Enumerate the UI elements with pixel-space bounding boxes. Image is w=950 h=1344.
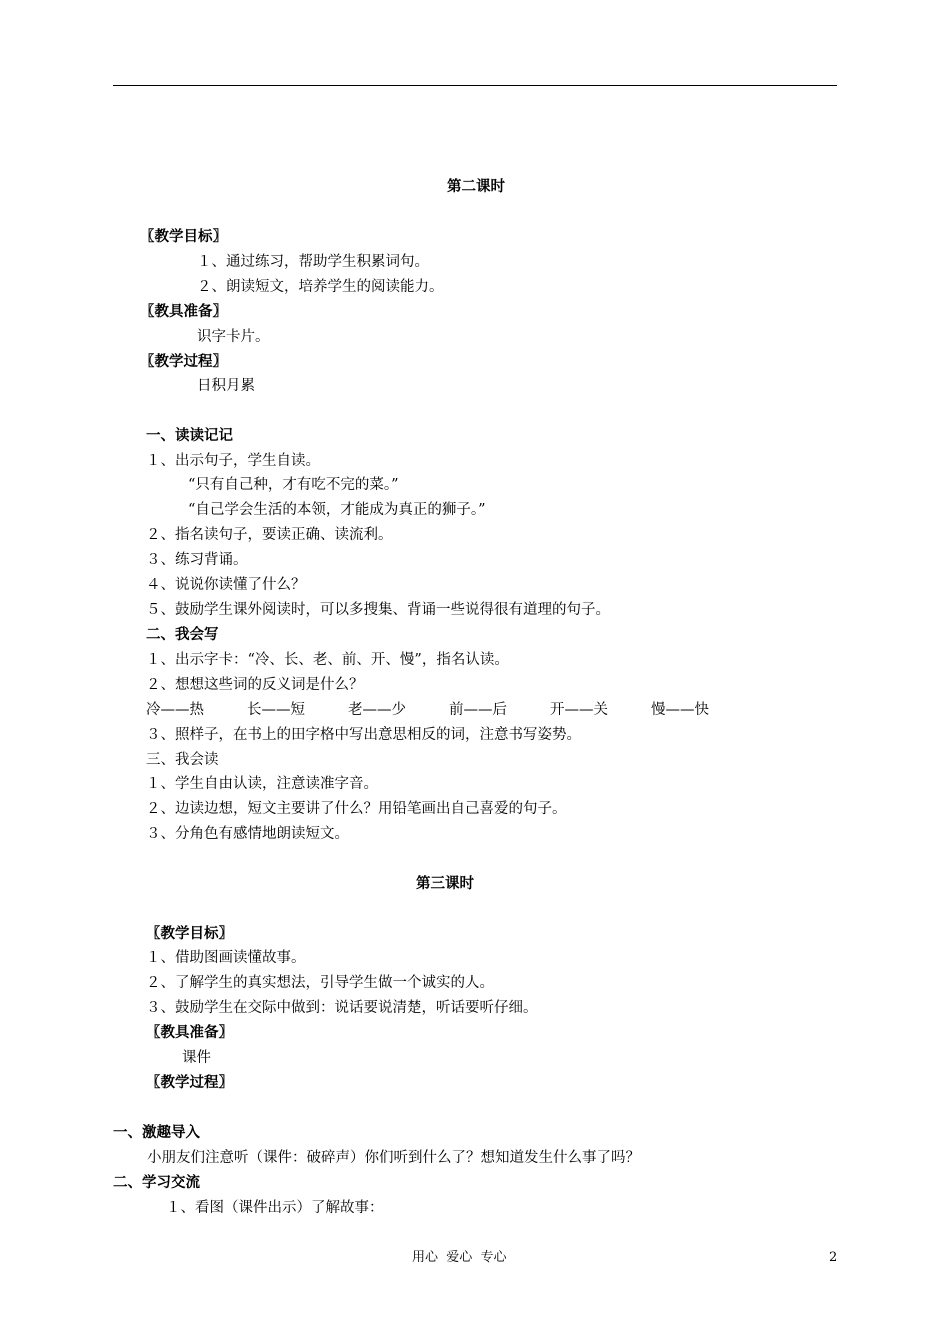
lesson2-prep-heading: 〖教具准备〗: [140, 303, 227, 320]
lesson2-sec1-item-5: ５、鼓励学生课外阅读时，可以多搜集、背诵一些说得很有道理的句子。: [146, 602, 610, 618]
lesson3-goal-3: ３、鼓励学生在交际中做到：说话要说清楚，听话要听仔细。: [146, 1000, 538, 1016]
lesson2-sec3-item-2: ２、边读边想，短文主要讲了什么？用铅笔画出自己喜爱的句子。: [146, 801, 567, 817]
lesson3-sec2-item-1: １、看图（课件出示）了解故事：: [166, 1200, 384, 1216]
lesson2-sec2-heading: 二、我会写: [146, 626, 219, 643]
antonym-pair: 长——短: [247, 702, 305, 718]
lesson2-sec1-item-2: ２、指名读句子，要读正确、读流利。: [146, 527, 393, 543]
lesson2-sec3-item-1: １、学生自由认读，注意读准字音。: [146, 776, 378, 792]
lesson2-sec1-item-3: ３、练习背诵。: [146, 552, 248, 568]
lesson2-sec3-item-3: ３、分角色有感情地朗读短文。: [146, 826, 349, 842]
lesson2-quote-1: “只有自己种，才有吃不完的菜。”: [188, 477, 399, 493]
lesson3-goals-heading: 〖教学目标〗: [146, 925, 233, 942]
lesson2-sec1-item-4: ４、说说你读懂了什么？: [146, 577, 306, 593]
lesson2-prep: 识字卡片。: [197, 329, 270, 345]
lesson3-sec2-heading: 二、学习交流: [113, 1174, 200, 1191]
header-rule: [113, 85, 837, 86]
lesson3-goal-1: １、借助图画读懂故事。: [146, 950, 306, 966]
lesson2-goal-2: ２、朗读短文，培养学生的阅读能力。: [197, 279, 444, 295]
lesson3-sec1-text: 小朋友们注意听（课件：破碎声）你们听到什么了？想知道发生什么事了吗？: [147, 1150, 640, 1166]
lesson3-sec1-heading: 一、激趣导入: [113, 1124, 200, 1141]
footer-motto: 用心 爱心 专心: [412, 1250, 507, 1265]
lesson3-prep: 课件: [182, 1050, 211, 1066]
lesson2-sec2-item-3: ３、照样子，在书上的田字格中写出意思相反的词，注意书写姿势。: [146, 727, 581, 743]
antonym-pair: 冷——热: [146, 702, 204, 718]
page-number: 2: [829, 1250, 838, 1265]
lesson2-sec1-item-1: １、出示句子，学生自读。: [146, 453, 320, 469]
lesson3-process-heading: 〖教学过程〗: [146, 1074, 233, 1091]
antonym-pair: 开——关: [550, 702, 608, 718]
antonym-pair: 慢——快: [651, 702, 709, 718]
antonym-pair: 老——少: [348, 702, 406, 718]
lesson2-sec2-item-1: １、出示字卡：“冷、长、老、前、开、慢”，指名认读。: [146, 652, 509, 668]
lesson3-prep-heading: 〖教具准备〗: [146, 1024, 233, 1041]
lesson2-goals-heading: 〖教学目标〗: [140, 228, 227, 245]
lesson2-sec1-heading: 一、读读记记: [146, 427, 233, 444]
lesson2-process-heading: 〖教学过程〗: [140, 353, 227, 370]
antonym-pair: 前——后: [449, 702, 507, 718]
lesson3-goal-2: ２、了解学生的真实想法，引导学生做一个诚实的人。: [146, 975, 494, 991]
lesson2-goal-1: １、通过练习，帮助学生积累词句。: [197, 254, 429, 270]
lesson2-process-sub: 日积月累: [197, 378, 255, 394]
lesson3-title: 第三课时: [416, 875, 474, 892]
lesson2-sec3-heading: 三、我会读: [146, 752, 219, 768]
lesson2-title: 第二课时: [447, 178, 505, 195]
lesson2-sec2-item-2: ２、想想这些词的反义词是什么？: [146, 677, 364, 693]
lesson2-quote-2: “自己学会生活的本领，才能成为真正的狮子。”: [188, 502, 486, 518]
